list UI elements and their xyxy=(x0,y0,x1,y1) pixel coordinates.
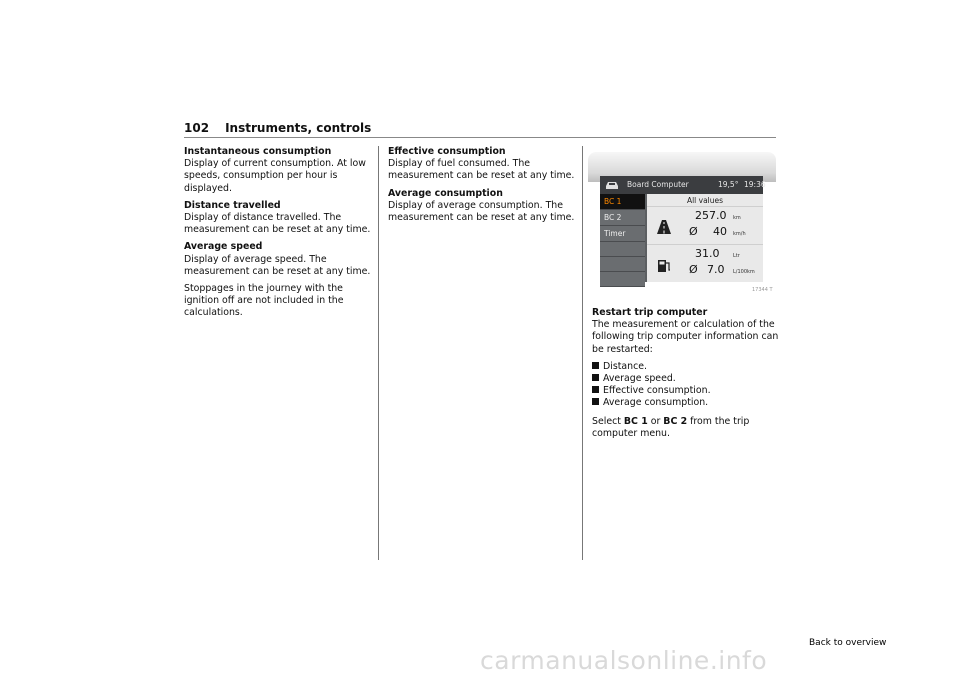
watermark: carmanualsonline.info xyxy=(480,646,768,675)
fuel-row xyxy=(647,244,763,283)
column-1 xyxy=(184,146,374,325)
list-item: Average speed. xyxy=(592,373,780,385)
paragraph: Restart trip computer The measurement or calculation of the following trip computer information can be restarted: xyxy=(592,307,779,355)
speed-unit: km/h xyxy=(733,231,746,237)
paragraph: Stoppages in the journey with the ignition off are not included in the calculations. xyxy=(184,283,344,319)
column-2 xyxy=(388,146,578,229)
consumption-value: 7.0 xyxy=(707,263,725,276)
values-panel xyxy=(647,194,763,282)
fuel-unit: Ltr xyxy=(733,253,740,259)
menu-item-bc2: BC 2 xyxy=(600,210,645,226)
bullet-icon xyxy=(592,386,599,393)
distance-unit: km xyxy=(733,215,741,221)
list-item: Effective consumption. xyxy=(592,385,780,397)
paragraph: Average speed Display of average speed. The measurement can be reset at any time. xyxy=(184,241,371,277)
menu-item-bc1: BC 1 xyxy=(600,194,645,210)
list-item: Average consumption. xyxy=(592,397,780,409)
consumption-unit: L/100km xyxy=(733,269,755,275)
menu-item-timer: Timer xyxy=(600,226,645,242)
fuel-value: 31.0 xyxy=(695,247,720,260)
speed-value: 40 xyxy=(713,225,727,238)
average-symbol: Ø xyxy=(689,225,698,238)
section-title: Instruments, controls xyxy=(225,121,372,135)
back-to-overview-link[interactable]: Back to overview xyxy=(809,638,887,648)
column-divider xyxy=(582,146,583,560)
road-icon xyxy=(657,220,671,234)
display-menu xyxy=(600,194,645,287)
paragraph: Effective consumption Display of fuel consumed. The measurement can be reset at any time. xyxy=(388,146,575,182)
car-icon xyxy=(605,180,619,190)
figure-id: 17344 T xyxy=(752,287,773,293)
paragraph: Average consumption Display of average consumption. The measurement can be reset at any time. xyxy=(388,187,575,224)
bullet-icon xyxy=(592,374,599,381)
distance-value: 257.0 xyxy=(695,209,727,222)
display-screen xyxy=(600,176,766,282)
header-rule xyxy=(184,137,776,138)
page-number: 102 xyxy=(184,121,210,135)
bullet-icon xyxy=(592,398,599,405)
page-header xyxy=(184,117,776,136)
column-divider xyxy=(378,146,379,560)
column-3 xyxy=(592,307,780,445)
list-item: Distance. xyxy=(592,361,780,373)
display-topbar xyxy=(600,176,766,194)
panel-title: All values xyxy=(686,196,724,205)
fuel-pump-icon xyxy=(657,258,671,272)
paragraph: Select BC 1 or BC 2 from the trip computer menu. xyxy=(592,415,750,439)
clock: 19:36 xyxy=(744,180,766,189)
distance-row xyxy=(647,206,763,245)
outside-temperature: 19,5° xyxy=(718,180,739,189)
display-title: Board Computer xyxy=(627,180,689,189)
board-computer-illustration xyxy=(588,152,776,294)
paragraph: Distance travelled Display of distance travelled. The measurement can be reset at any time. xyxy=(184,199,371,236)
bullet-icon xyxy=(592,362,599,369)
average-symbol: Ø xyxy=(689,263,698,276)
bullet-list xyxy=(592,361,780,410)
paragraph: Instantaneous consumption Display of current consumption. At low speeds, consumption per hour is displayed. xyxy=(184,146,366,194)
